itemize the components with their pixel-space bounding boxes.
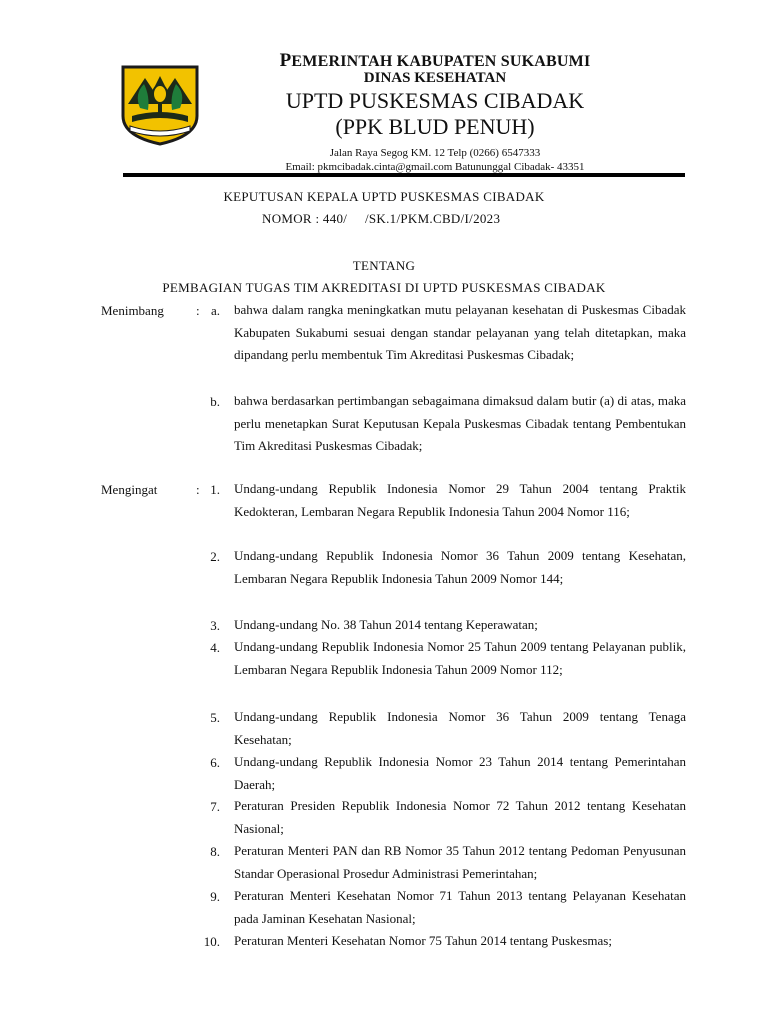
mengingat-item: Undang-undang Republik Indonesia Nomor 23 Tahun 2014 tentang Pemerintahan Daerah; [234, 754, 686, 792]
decree-about: TENTANG [352, 258, 416, 273]
letterhead [235, 52, 635, 174]
mengingat-marker: 2. [210, 549, 220, 564]
decree-subject: PEMBAGIAN TUGAS TIM AKREDITASI DI UPTD PUSKESMAS CIBADAK [162, 280, 606, 295]
letterhead-email: Email: pkmcibadak.cinta@gmail.com Batununggal Cibadak- 43351 [285, 161, 585, 173]
menimbang-label: Menimbang [101, 303, 164, 318]
menimbang-marker: a. [210, 303, 220, 318]
letterhead-status: (PPK BLUD PENUH) [335, 114, 535, 139]
mengingat-marker: 9. [210, 889, 220, 904]
mengingat-item: Undang-undang Republik Indonesia Nomor 36 Tahun 2009 tentang Kesehatan, Lembaran Negara Republik Indonesia Tahun 2009 Nomor 144; [234, 548, 686, 586]
mengingat-item: Undang-undang No. 38 Tahun 2014 tentang Keperawatan; [234, 617, 538, 632]
mengingat-marker: 1. [210, 482, 220, 497]
mengingat-label: Mengingat [101, 482, 158, 497]
menimbang-colon: : [196, 303, 200, 318]
menimbang-item: bahwa dalam rangka meningkatkan mutu pelayanan kesehatan di Puskesmas Cibadak Kabupaten Sukabumi sesuai dengan standar pelayanan yang telah ditetapkan, maka dipandang perlu membentuk Tim Akreditasi Puskesmas Cibadak; [234, 302, 686, 363]
mengingat-item: Peraturan Presiden Republik Indonesia Nomor 72 Tahun 2012 tentang Kesehatan Nasional; [234, 798, 686, 836]
mengingat-item: Peraturan Menteri PAN dan RB Nomor 35 Tahun 2012 tentang Pedoman Penyusunan Standar Operasional Prosedur Administrasi Pemerintahan; [234, 843, 686, 881]
decree-number: NOMOR : 440/ /SK.1/PKM.CBD/I/2023 [262, 211, 501, 226]
mengingat-item: Peraturan Menteri Kesehatan Nomor 71 Tahun 2013 tentang Pelayanan Kesehatan pada Jaminan Kesehatan Nasional; [234, 888, 686, 926]
menimbang-item: bahwa berdasarkan pertimbangan sebagaimana dimaksud dalam butir (a) di atas, maka perlu menetapkan Surat Keputusan Kepala Puskesmas Cibadak tentang Pembentukan Tim Akreditasi Puskesmas Cibadak; [234, 393, 686, 454]
letterhead-divider [123, 173, 685, 177]
mengingat-marker: 10. [203, 934, 220, 949]
mengingat-item: Undang-undang Republik Indonesia Nomor 29 Tahun 2004 tentang Praktik Kedokteran, Lembaran Negara Republik Indonesia Tahun 2004 Nomor 116; [234, 481, 686, 519]
mengingat-marker: 4. [210, 640, 220, 655]
decree-heading: KEPUTUSAN KEPALA UPTD PUSKESMAS CIBADAK [223, 189, 545, 204]
mengingat-item: Undang-undang Republik Indonesia Nomor 36 Tahun 2009 tentang Tenaga Kesehatan; [234, 709, 686, 747]
mengingat-colon: : [196, 482, 200, 497]
mengingat-marker: 3. [210, 618, 220, 633]
mengingat-item: Undang-undang Republik Indonesia Nomor 25 Tahun 2009 tentang Pelayanan publik, Lembaran Negara Republik Indonesia Tahun 2009 Nomor 112; [234, 639, 686, 677]
mengingat-marker: 5. [210, 710, 220, 725]
mengingat-item: Peraturan Menteri Kesehatan Nomor 75 Tahun 2014 tentang Puskesmas; [234, 933, 612, 948]
letterhead-institution: UPTD PUSKESMAS CIBADAK [285, 88, 585, 113]
menimbang-marker: b. [210, 394, 220, 409]
kabupaten-sukabumi-emblem [120, 64, 200, 146]
mengingat-marker: 7. [210, 799, 220, 814]
letterhead-department: DINAS KESEHATAN [363, 70, 507, 86]
letterhead-government: PEMERINTAH KABUPATEN SUKABUMI [279, 50, 591, 71]
mengingat-marker: 6. [210, 755, 220, 770]
emblem-core [153, 85, 167, 103]
mengingat-marker: 8. [210, 844, 220, 859]
letterhead-address: Jalan Raya Segog KM. 12 Telp (0266) 6547333 [329, 147, 541, 159]
